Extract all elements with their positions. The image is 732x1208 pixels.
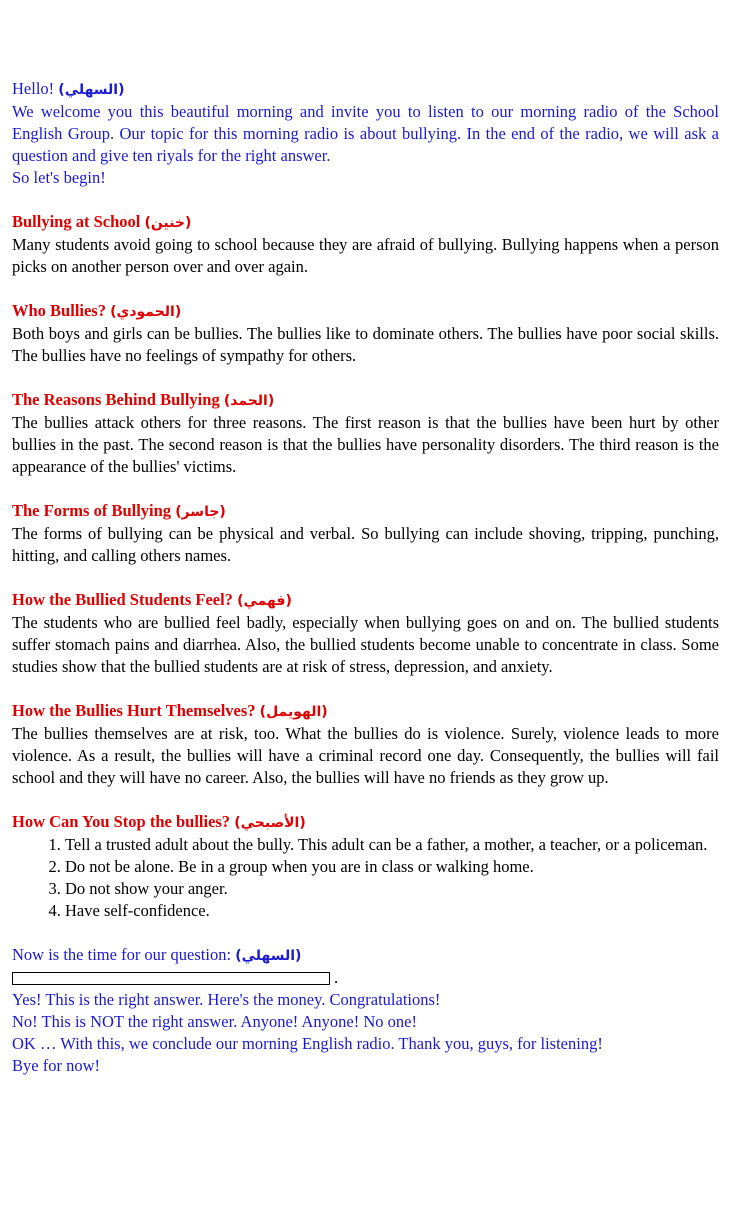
welcome-paragraph: We welcome you this beautiful morning and invite you to listen to our morning radio of the School English Group. Our topic for this morning radio is about bullying. In the end of the radio, we will ask a question and give ten riyals for the right answer. <box>12 102 719 165</box>
section-body: Both boys and girls can be bullies. The bullies like to dominate others. The bullies have poor social skills. The bullies have no feelings of sympathy for others. <box>12 324 719 365</box>
section-heading <box>12 211 719 234</box>
section-speaker: (الحمودي) <box>110 304 182 320</box>
section-title: The Reasons Behind Bullying <box>12 390 220 409</box>
begin-line: So let's begin! <box>12 168 106 187</box>
greeting-name: (السهلي) <box>58 82 125 98</box>
no-line: No! This is NOT the right answer. Anyone! Anyone! No one! <box>12 1012 417 1031</box>
section-body: Many students avoid going to school because they are afraid of bullying. Bullying happens when a person picks on another person over and over again. <box>12 235 719 276</box>
list-item: 1. Tell a trusted adult about the bully. This adult can be a father, a mother, a teacher, or a policeman. <box>65 834 719 856</box>
section-heading <box>12 300 719 323</box>
list-item: 4. Have self-confidence. <box>65 900 719 922</box>
section-title: The Forms of Bullying <box>12 501 172 520</box>
section-title: Bullying at School <box>12 212 141 231</box>
list-item: 3. Do not show your anger. <box>65 878 719 900</box>
greeting: Hello! <box>12 79 55 98</box>
bye-line: Bye for now! <box>12 1056 100 1075</box>
stop-heading <box>12 811 719 834</box>
section-speaker: (جاسر) <box>175 504 226 520</box>
section-body: The bullies attack others for three reasons. The first reason is that the bullies have been hurt by other bullies in the past. The second reason is that the bullies have personality disorders. The third reason is the appearance of the bullies' victims. <box>12 413 719 476</box>
list-item: 2. Do not be alone. Be in a group when you are in class or walking home. <box>65 856 719 878</box>
stop-speaker: (الأصبحي) <box>234 815 306 831</box>
answer-redaction-box <box>12 972 330 985</box>
yes-line: Yes! This is the right answer. Here's the money. Congratulations! <box>12 990 441 1009</box>
section-heading <box>12 500 719 523</box>
question-label: Now is the time for our question: <box>12 945 232 964</box>
section-title: How the Bullies Hurt Themselves? <box>12 701 256 720</box>
section-heading <box>12 389 719 412</box>
section-title: How the Bullied Students Feel? <box>12 590 233 609</box>
section-heading <box>12 589 719 612</box>
document <box>12 78 719 1077</box>
section-title: Who Bullies? <box>12 301 106 320</box>
section-body: The students who are bullied feel badly, especially when bullying goes on and on. The bullied students suffer stomach pains and diarrhea. Also, the bullied students become unable to concentrate in class. Some studies show that the bullied students are at risk of stress, depression, and anxiety. <box>12 613 719 676</box>
question-speaker: (السهلي) <box>235 948 302 964</box>
section-body: The bullies themselves are at risk, too. What the bullies do is violence. Surely, violence leads to more violence. As a result, the bullies will have a criminal record one day. Consequently, the bullies will fail school and they will have no career. Also, the bullies will have no friends as they grow up. <box>12 724 719 787</box>
section-speaker: (الحمد) <box>223 393 275 409</box>
section-body: The forms of bullying can be physical and verbal. So bullying can include shoving, tripping, punching, hitting, and calling others names. <box>12 524 719 565</box>
section-speaker: (الهويمل) <box>259 704 328 720</box>
greeting-line <box>12 78 719 101</box>
question-line <box>12 944 719 967</box>
ok-line: OK … With this, we conclude our morning English radio. Thank you, guys, for listening! <box>12 1034 603 1053</box>
stop-list <box>12 834 719 922</box>
answer-dot: . <box>334 968 339 987</box>
section-speaker: (فهمي) <box>237 593 292 609</box>
hidden-question-line <box>12 967 719 989</box>
stop-title: How Can You Stop the bullies? <box>12 812 231 831</box>
section-heading <box>12 700 719 723</box>
section-speaker: (خنين) <box>144 215 192 231</box>
